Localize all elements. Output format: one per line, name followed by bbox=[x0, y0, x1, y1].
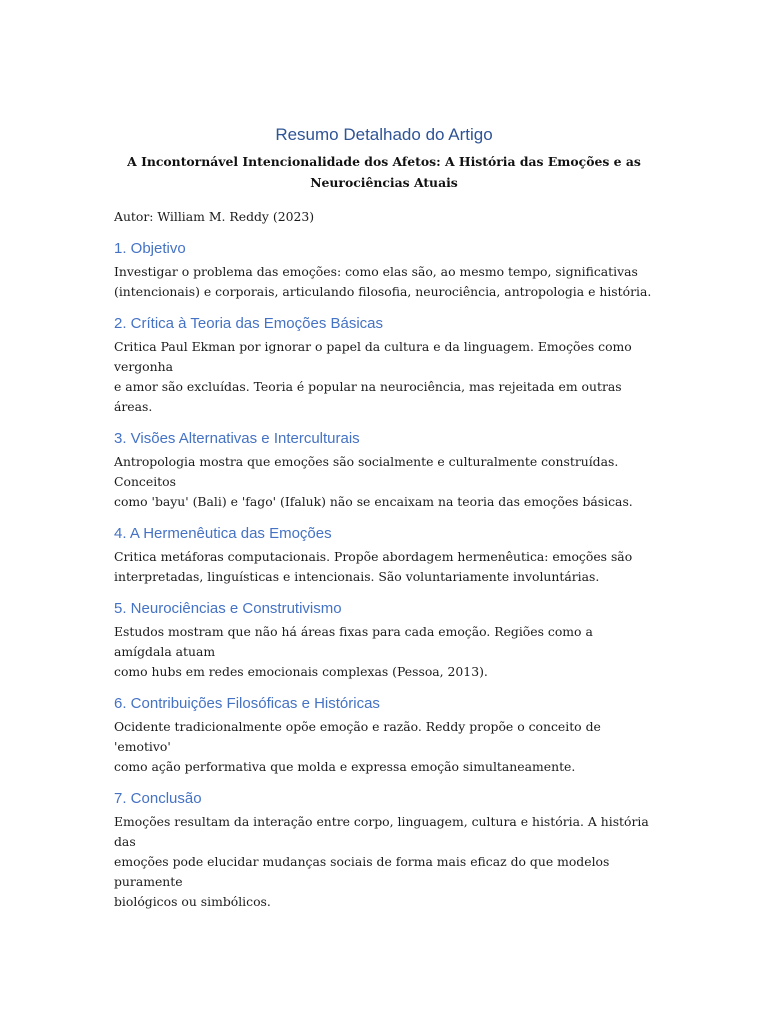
section-1 bbox=[114, 239, 654, 302]
section-3 bbox=[114, 429, 654, 512]
body-line: Antropologia mostra que emoções são socialmente e culturalmente construídas. Conceitos bbox=[114, 454, 619, 489]
body-line: (intencionais) e corporais, articulando filosofia, neurociência, antropologia e história. bbox=[114, 284, 652, 299]
section-7 bbox=[114, 789, 654, 912]
body-line: Investigar o problema das emoções: como elas são, ao mesmo tempo, significativas bbox=[114, 264, 638, 279]
body-line: biológicos ou simbólicos. bbox=[114, 894, 271, 909]
body-line: Critica metáforas computacionais. Propõe abordagem hermenêutica: emoções são bbox=[114, 549, 633, 564]
body-line: interpretadas, linguísticas e intencionais. São voluntariamente involuntárias. bbox=[114, 569, 600, 584]
body-line: como hubs em redes emocionais complexas (Pessoa, 2013). bbox=[114, 664, 488, 679]
body-line: como ação performativa que molda e expressa emoção simultaneamente. bbox=[114, 759, 576, 774]
body-line: emoções pode elucidar mudanças sociais de forma mais eficaz do que modelos puramente bbox=[114, 854, 610, 889]
body-line: Critica Paul Ekman por ignorar o papel da cultura e da linguagem. Emoções como vergonha bbox=[114, 339, 632, 374]
sections-container bbox=[114, 239, 654, 912]
section-heading: 7. Conclusão bbox=[114, 790, 202, 807]
document-subtitle bbox=[114, 151, 654, 193]
section-body bbox=[114, 452, 654, 512]
section-heading: 4. A Hermenêutica das Emoções bbox=[114, 525, 332, 542]
document-title: Resumo Detalhado do Artigo bbox=[275, 125, 493, 144]
body-line: Emoções resultam da interação entre corpo, linguagem, cultura e história. A história das bbox=[114, 814, 649, 849]
body-line: Estudos mostram que não há áreas fixas para cada emoção. Regiões como a amígdala atuam bbox=[114, 624, 593, 659]
section-body bbox=[114, 337, 654, 417]
section-6 bbox=[114, 694, 654, 777]
section-heading: 1. Objetivo bbox=[114, 240, 186, 257]
section-heading: 6. Contribuições Filosóficas e Históricas bbox=[114, 695, 380, 712]
author-line: Autor: William M. Reddy (2023) bbox=[114, 209, 315, 224]
body-line: e amor são excluídas. Teoria é popular na neurociência, mas rejeitada em outras áreas. bbox=[114, 379, 622, 414]
section-4 bbox=[114, 524, 654, 587]
body-line: como 'bayu' (Bali) e 'fago' (Ifaluk) não se encaixam na teoria das emoções básicas. bbox=[114, 494, 633, 509]
section-body bbox=[114, 717, 654, 777]
section-body bbox=[114, 812, 654, 912]
section-heading: 3. Visões Alternativas e Interculturais bbox=[114, 430, 360, 447]
section-body bbox=[114, 622, 654, 682]
section-body bbox=[114, 547, 654, 587]
section-5 bbox=[114, 599, 654, 682]
section-body bbox=[114, 262, 654, 302]
subtitle-line: A Incontornável Intencionalidade dos Afetos: A História das Emoções e as bbox=[127, 154, 641, 169]
section-heading: 5. Neurociências e Construtivismo bbox=[114, 600, 342, 617]
body-line: Ocidente tradicionalmente opõe emoção e razão. Reddy propõe o conceito de 'emotivo' bbox=[114, 719, 601, 754]
section-2 bbox=[114, 314, 654, 417]
subtitle-line: Neurociências Atuais bbox=[310, 175, 458, 190]
section-heading: 2. Crítica à Teoria das Emoções Básicas bbox=[114, 315, 384, 332]
document-page bbox=[114, 124, 654, 912]
